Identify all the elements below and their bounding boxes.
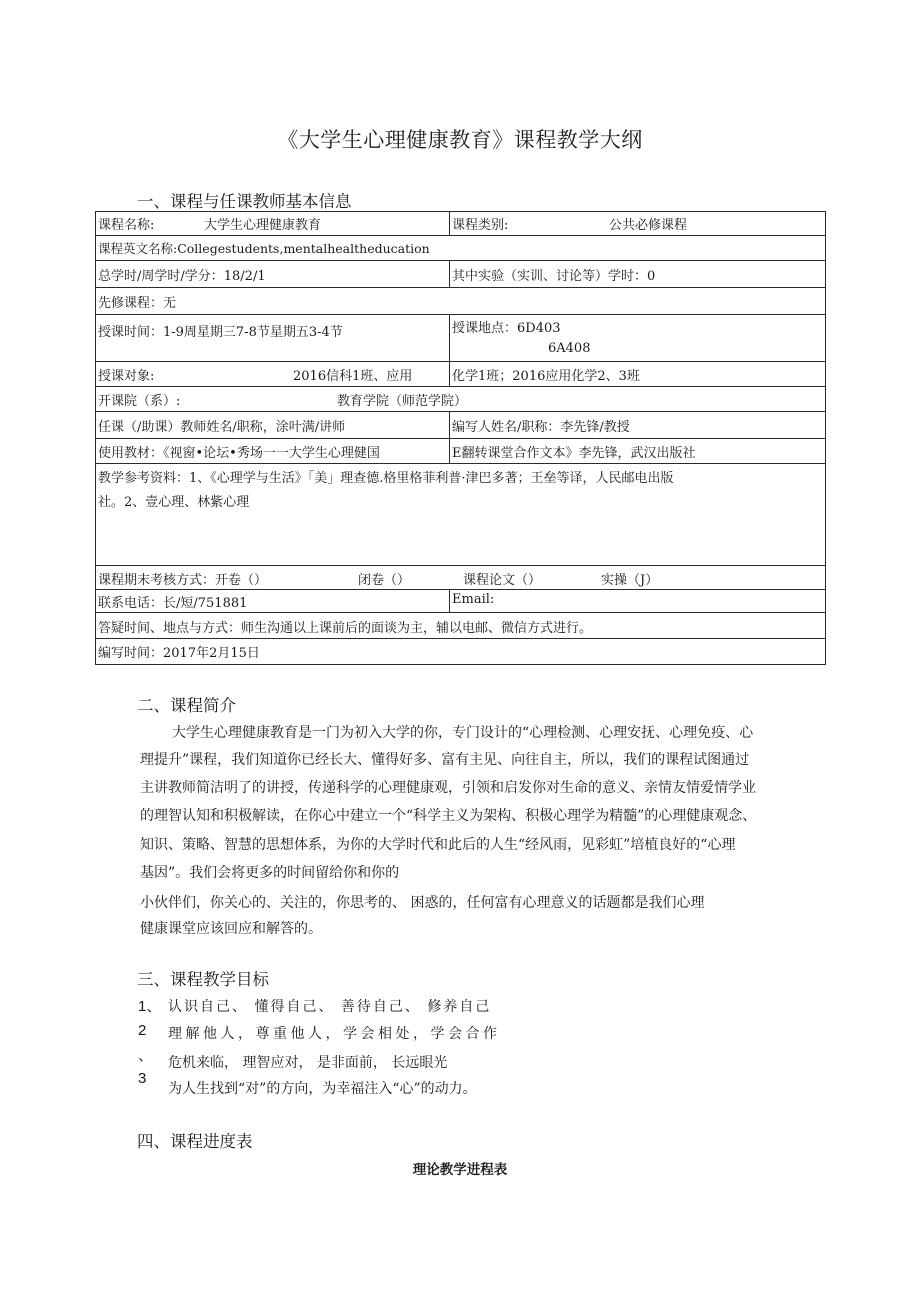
reference-line-2: 社。2、壹心理、林紫心理 <box>98 495 250 510</box>
table-row <box>96 566 825 590</box>
schedule-table-title: 理论教学进程表 <box>412 1162 508 1178</box>
credit-hours: 总学时/周学时/学分：18/2/1 <box>98 269 266 284</box>
exam-open-book: 课程期末考核方式：开卷（） <box>98 573 268 588</box>
department-label: 开课院（系）: <box>98 394 181 409</box>
table-row <box>96 412 825 439</box>
table-row <box>96 288 825 315</box>
exam-closed-book: 闭卷（） <box>358 573 411 588</box>
table-row <box>96 387 825 412</box>
goal-number-2: 2 <box>138 1022 147 1039</box>
course-type-cell <box>449 212 825 235</box>
intro-line: 小伙伴们，你关心的、关注的，你思考的、 困惑的，任何富有心理意义的话题都是我们心理 <box>140 895 705 911</box>
goal-number-1: 1、 <box>138 998 162 1015</box>
target-label: 授课对象: <box>98 369 155 384</box>
course-name-label: 课程名称: <box>98 218 155 233</box>
exam-practice: 实操（J） <box>601 573 659 588</box>
course-info-table <box>95 211 826 665</box>
target-value-cont: 化学1班；2016应用化学2、3班 <box>452 369 640 384</box>
department-value: 教育学院（师范学院） <box>337 394 468 409</box>
contact-email: Email: <box>452 592 495 607</box>
goal-number-3: 3 <box>138 1070 147 1087</box>
table-row <box>96 315 825 362</box>
english-name: 课程英文名称:Collegestudents,mentalhealtheducation <box>98 241 430 256</box>
table-row <box>96 261 825 288</box>
table-row <box>96 439 825 464</box>
target-value: 2016信科1班、应用 <box>293 369 413 384</box>
table-row <box>96 639 825 664</box>
writer-info: 编写人姓名/职称：李先锋/教授 <box>452 420 630 435</box>
course-type-value: 公共必修课程 <box>609 218 688 233</box>
document-title: 《大学生心理健康教育》课程教学大纲 <box>277 128 643 152</box>
class-location: 授课地点：6D403 <box>452 321 561 336</box>
intro-line: 主讲教师简洁明了的讲授，传递科学的心理健康观，引领和启发你对生命的意义、亲情友情爱情学业 <box>140 780 756 796</box>
section-heading-goals: 三、课程教学目标 <box>137 970 269 989</box>
teacher-info: 任课（/助课）教师姓名/职称，涂叶满/讲师 <box>98 420 346 435</box>
practice-hours: 其中实验（实训、讨论等）学时：0 <box>452 269 656 284</box>
intro-line: 知识、策略、智慧的思想体系，为你的大学时代和此后的人生“经风雨，见彩虹”培植良好的“心理 <box>140 837 736 853</box>
class-time: 授课时间：1-9周星期三7-8节星期五3-4节 <box>98 325 343 340</box>
goal-number-2-mark: 、 <box>138 1047 154 1064</box>
table-row <box>96 212 825 236</box>
goal-item-1: 认识自己、 懂得自己、 善待自己、 修养自己 <box>168 999 492 1015</box>
written-date: 编写时间：2017年2月15日 <box>98 646 260 661</box>
table-row <box>96 362 825 387</box>
goal-item-2: 理解他人，尊重他人，学会相处，学会合作 <box>168 1026 501 1042</box>
course-name-cell <box>96 212 449 235</box>
reference-line-1: 教学参考资料：1、《心理学与生活》「美」理查德.格里格菲利普·津巴多著；王垒等译，人民邮电出版 <box>98 471 674 486</box>
contact-phone: 联系电话：长/短/751881 <box>98 596 248 611</box>
table-row <box>96 613 825 639</box>
table-row <box>96 236 825 261</box>
exam-paper: 课程论文（） <box>463 573 542 588</box>
course-type-label: 课程类别: <box>452 218 509 233</box>
table-row <box>96 590 825 613</box>
intro-line: 的理智认知和积极解读，在你心中建立一个“科学主义为架构、积极心理学为精髓”的心理健康观念、 <box>140 808 757 824</box>
section-heading-basic-info: 一、课程与任课教师基本信息 <box>137 192 352 211</box>
textbook-b: E翻转课堂合作文本》李先锋，武汉出版社 <box>452 446 696 461</box>
intro-line: 理提升”课程，我们知道你已经长大、懂得好多、富有主见、向往自主，所以，我们的课程试图通过 <box>140 752 750 768</box>
section-heading-intro: 二、课程简介 <box>137 696 236 715</box>
prerequisite: 先修课程：无 <box>98 296 177 311</box>
course-name-value: 大学生心理健康教育 <box>204 218 322 233</box>
intro-line: 基因”。我们会将更多的时间留给你和你的 <box>140 865 400 881</box>
intro-line: 大学生心理健康教育是一门为初入大学的你，专门设计的“心理检测、心理安抚、心理免疫、心 <box>172 725 754 741</box>
qa-arrangement: 答疑时间、地点与方式：师生沟通以上课前后的面谈为主，辅以电邮、微信方式进行。 <box>98 621 593 636</box>
section-heading-schedule: 四、课程进度表 <box>137 1132 253 1151</box>
intro-line: 健康课堂应该回应和解答的。 <box>140 921 322 937</box>
goal-item-4: 为人生找到“对”的方向，为幸福注入“心”的动力。 <box>168 1081 477 1097</box>
goal-item-3: 危机来临， 理智应对， 是非面前， 长远眼光 <box>168 1055 448 1071</box>
class-location-2: 6A408 <box>548 341 591 356</box>
textbook-a: 使用教材：《视窗•论坛•秀场一一大学生心理健国 <box>98 446 380 461</box>
table-row <box>96 464 825 566</box>
